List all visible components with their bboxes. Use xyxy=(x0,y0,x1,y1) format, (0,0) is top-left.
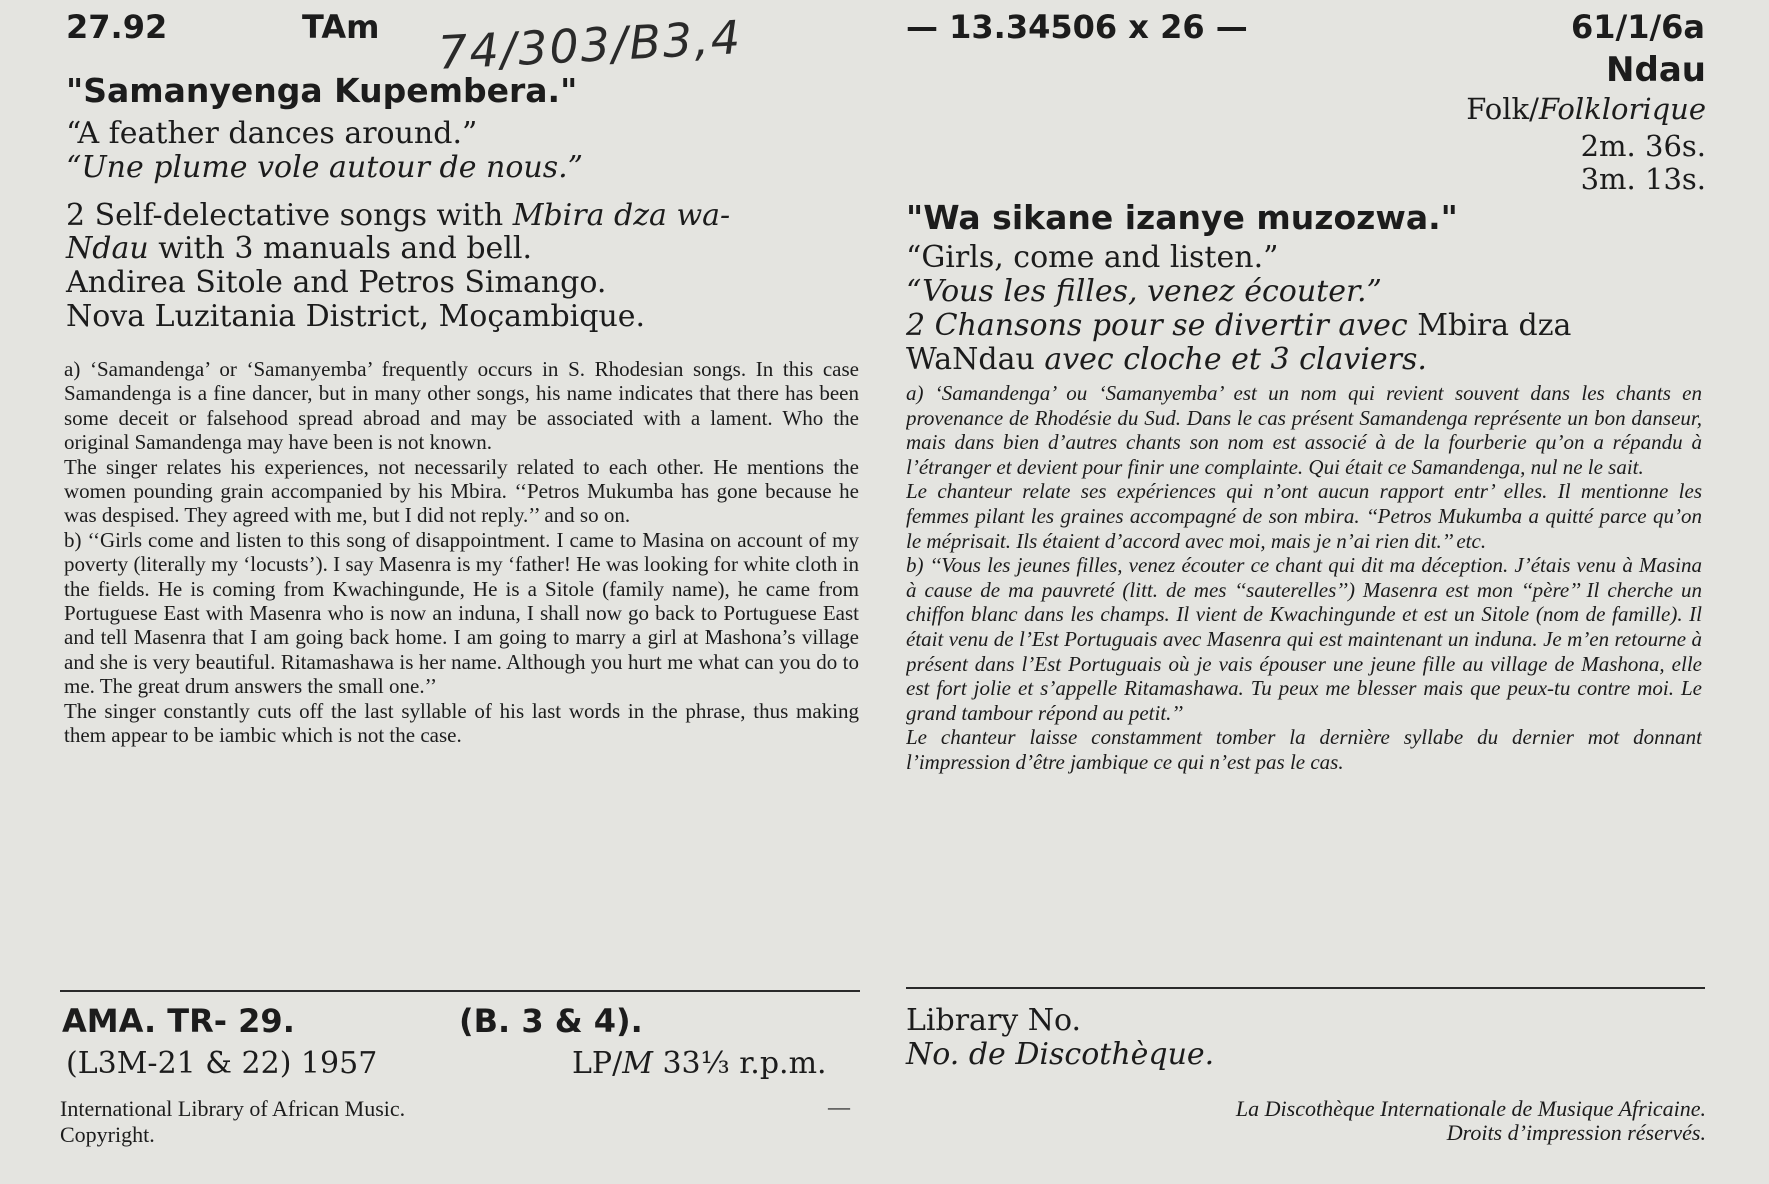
note-paragraph: b) ‘‘Girls come and listen to this song of disappointment. I came to Masina on account of my poverty (literally my ‘locusts’). I say Masenra is my ‘father! He was looking for white cloth in the fields. He is coming from Kwachingunde, He is a Sitole (family name), he came from Portuguese East with Masenra who is now an induna, I shall now go back to Portuguese East and tell Masenra that I am going back home. I am going to marry a girl at Mashona’s village and she is very beautiful. Ritamashawa is her name. Although you hurt me what can you do to me. The great drum answers the small one.’’ xyxy=(64,527,859,699)
song-b-translation-en: “Girls, come and listen.” xyxy=(906,240,1279,275)
genre-en: Folk/ xyxy=(1466,92,1539,126)
notes-english xyxy=(64,357,859,989)
song-b-translation-fr: “Vous les filles, venez écouter.” xyxy=(906,274,1382,309)
song-a-title: "Samanyenga Kupembera." xyxy=(66,71,578,110)
catalog-number: 27.92 xyxy=(66,8,168,46)
matrix-year: (L3M-21 & 22) 1957 xyxy=(66,1046,378,1081)
record-format xyxy=(572,1046,827,1081)
desc-fr-instrument-cont: WaNdau xyxy=(906,342,1035,377)
desc-instrument-cont: Ndau xyxy=(66,231,149,266)
library-no-fr: No. de Discothèque. xyxy=(906,1037,1215,1072)
note-paragraph: b) ‘‘Vous les jeunes filles, venez écouter ce chant qui dit ma déception. J’étais venu à Masina à cause de ma pauvreté (litt. de mes ‘‘sauterelles’’) Masenra est mon ‘‘père’’ Il cherche un chiffon blanc dans les champs. Il vient de Kwachingunde et est un Sitole (nom de famille). Il était venu de l’Est Portuguais avec Masenra qui est maintenant un induna. Je m’en retourne à présent dans l’Est Portuguais où je vais épouser une jeune fille au village de Mashona, elle est fort jolie et s’appelle Ritamashawa. Tu peux me blesser mais que peux-tu contre moi. Le grand tambour répond au petit.’’ xyxy=(906,553,1702,725)
song-a-description-line2 xyxy=(66,231,532,266)
note-paragraph: Le chanteur relate ses expériences qui n’ont aucun rapport entr’ elles. Il mentionne les femmes pilant les graines accompagné de son mbira. ‘‘Petros Mukumba a quitté parce qu’on le méprisait. Ils étaient d’accord avec moi, mais je n’ai rien dit.’’ etc. xyxy=(906,479,1702,553)
format-speed: 33⅓ r.p.m. xyxy=(652,1046,827,1081)
record-id: AMA. TR- 29. xyxy=(62,1002,295,1040)
desc-fr-text: 2 Chansons pour se divertir avec xyxy=(906,308,1418,343)
song-a-location: Nova Luzitania District, Moçambique. xyxy=(66,299,646,334)
desc-instrument: Mbira dza wa- xyxy=(512,198,731,233)
catalog-code: TAm xyxy=(302,8,380,46)
song-a-translation-en: “A feather dances around.” xyxy=(66,116,478,151)
song-b-description-line2 xyxy=(906,342,1427,377)
duration-a: 2m. 36s. xyxy=(1580,129,1706,163)
note-paragraph: a) ‘Samandenga’ ou ‘Samanyemba’ est un nom qui revient souvent dans les chants en provenance de Rhodésie du Sud. Dans le cas présent Samandenga représente un bon danseur, mais dans bien d’autres chants son nom est associé à de la fourberie qu’on a répandu à l’étranger et devient pour finir une complainte. Qui était ce Samandenga, nul ne le sait. xyxy=(906,381,1702,479)
matrix-number: — 13.34506 x 26 — xyxy=(906,8,1248,46)
duration-b: 3m. 13s. xyxy=(1580,162,1706,196)
song-a-performers: Andirea Sitole and Petros Simango. xyxy=(66,265,607,300)
publisher-fr: La Discothèque Internationale de Musique Africaine. xyxy=(1235,1096,1706,1121)
divider-left xyxy=(60,990,860,992)
song-a-translation-fr: “Une plume vole autour de nous.” xyxy=(66,150,583,185)
desc-fr-text-cont: avec cloche et 3 claviers. xyxy=(1034,342,1427,377)
copyright: Copyright. xyxy=(60,1122,155,1147)
genre xyxy=(1466,92,1706,126)
footer-dash: — xyxy=(828,1094,850,1119)
library-no: Library No. xyxy=(906,1003,1082,1038)
song-b-description-line1 xyxy=(906,308,1571,343)
handwritten-annotation: 74/303/B3,4 xyxy=(436,10,744,80)
note-paragraph: a) ‘Samandenga’ or ‘Samanyemba’ frequently occurs in S. Rhodesian songs. In this case Samandenga is a fine dancer, but in many other songs, his name indicates that there has been some deceit or falsehood spread abroad and may be associated with a lament. Who the original Samandenga may have been is not known. xyxy=(64,357,859,455)
copyright-fr: Droits d’impression réservés. xyxy=(1446,1120,1706,1145)
note-paragraph: Le chanteur laisse constamment tomber la dernière syllabe du dernier mot donnant l’impression d’être jambique ce qui n’est pas le cas. xyxy=(906,725,1702,774)
genre-fr: Folklorique xyxy=(1538,92,1706,126)
desc-text-cont: with 3 manuals and bell. xyxy=(148,231,533,266)
note-paragraph: The singer constantly cuts off the last syllable of his last words in the phrase, thus making them appear to be iambic which is not the case. xyxy=(64,698,859,748)
note-paragraph: The singer relates his experiences, not necessarily related to each other. He mentions the women pounding grain accompanied by his Mbira. ‘‘Petros Mukumba has gone because he was despised. They agreed with me, but I did not reply.’’ and so on. xyxy=(64,454,859,528)
desc-text: 2 Self-delectative songs with xyxy=(66,198,513,233)
reference-number: 61/1/6a xyxy=(1570,8,1705,46)
divider-right xyxy=(906,987,1705,989)
publisher-en: International Library of African Music. xyxy=(60,1096,406,1121)
song-a-description-line1 xyxy=(66,198,730,233)
format-m: M xyxy=(622,1046,653,1081)
record-sides: (B. 3 & 4). xyxy=(459,1002,643,1040)
notes-french xyxy=(906,381,1702,987)
language: Ndau xyxy=(1606,50,1706,90)
desc-fr-instrument: Mbira dza xyxy=(1417,308,1572,343)
format-lp: LP/ xyxy=(572,1046,623,1081)
song-b-title: "Wa sikane izanye muzozwa." xyxy=(906,198,1458,237)
